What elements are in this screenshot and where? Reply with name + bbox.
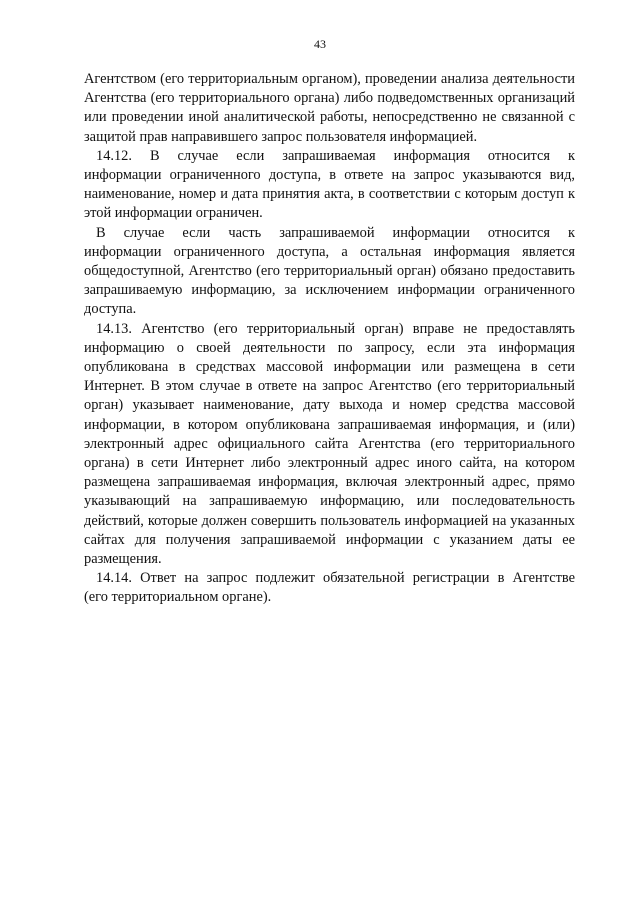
- text-line: действий, которые должен совершить пользователь информацией на указанных: [84, 512, 575, 529]
- text-line: органа) в сети Интернет либо электронный адрес иного сайта, на котором: [84, 455, 575, 472]
- text-line: Агентством (его территориальным органом), проведении анализа деятельности: [84, 71, 575, 87]
- text-line: наименование, номер и дата принятия акта, в соответствии с которым доступ к: [84, 186, 575, 203]
- text-line: 14.12. В случае если запрашиваемая информация относится к: [96, 147, 575, 164]
- text-line: доступа.: [84, 301, 137, 318]
- text-line: общедоступной, Агентство (его территориальный орган) обязано предоставить: [84, 263, 575, 280]
- paragraph-14-13: [84, 320, 575, 570]
- text-line: орган) указывает наименование, дату выхода и номер средства массовой: [84, 397, 575, 414]
- text-line: Интернет. В этом случае в ответе на запрос Агентство (его территориальный: [84, 378, 575, 395]
- text-line: размещения.: [84, 551, 162, 568]
- text-line: информации ограниченного доступа, в ответе на запрос указываются вид,: [84, 167, 575, 184]
- text-line: В случае если часть запрашиваемой информации относится к: [96, 224, 575, 241]
- text-line: или проведении иной аналитической работы, непосредственно не связанной с: [84, 109, 575, 126]
- text-line: сайтах для получения запрашиваемой информации с указанием даты ее: [84, 531, 575, 548]
- text-line: информации, в котором опубликована запрашиваемая информация, и (или): [84, 416, 575, 433]
- text-line: запрашиваемую информацию, за исключением информации ограниченного: [84, 282, 575, 299]
- text-line: 14.13. Агентство (его территориальный орган) вправе не предоставлять: [96, 320, 575, 337]
- text-line: (его территориальном органе).: [84, 589, 272, 606]
- text-line: указывающий на запрашиваемую информацию, или последовательность: [84, 493, 575, 510]
- text-line: электронный адрес официального сайта Агентства (его территориального: [84, 435, 575, 452]
- paragraph-partial-restriction: [84, 224, 575, 320]
- page-number: 43: [314, 37, 326, 51]
- paragraph-14-14: [84, 569, 575, 607]
- text-line: этой информации ограничен.: [84, 205, 263, 222]
- text-line: информацию о своей деятельности по запросу, если эта информация: [84, 339, 575, 356]
- text-line: защитой прав направившего запрос пользователя информацией.: [84, 128, 478, 145]
- text-line: Агентства (его территориального органа) либо подведомственных организаций: [84, 90, 575, 107]
- document-body: [84, 70, 575, 608]
- paragraph-continuation: [84, 70, 575, 147]
- text-line: размещена запрашиваемая информация, включая электронный адрес, прямо: [84, 474, 575, 491]
- text-line: опубликована в средствах массовой информации или размещена в сети: [84, 359, 575, 376]
- text-line: 14.14. Ответ на запрос подлежит обязательной регистрации в Агентстве: [96, 570, 575, 587]
- text-line: информации ограниченного доступа, а остальная информация является: [84, 243, 575, 260]
- paragraph-14-12: [84, 147, 575, 224]
